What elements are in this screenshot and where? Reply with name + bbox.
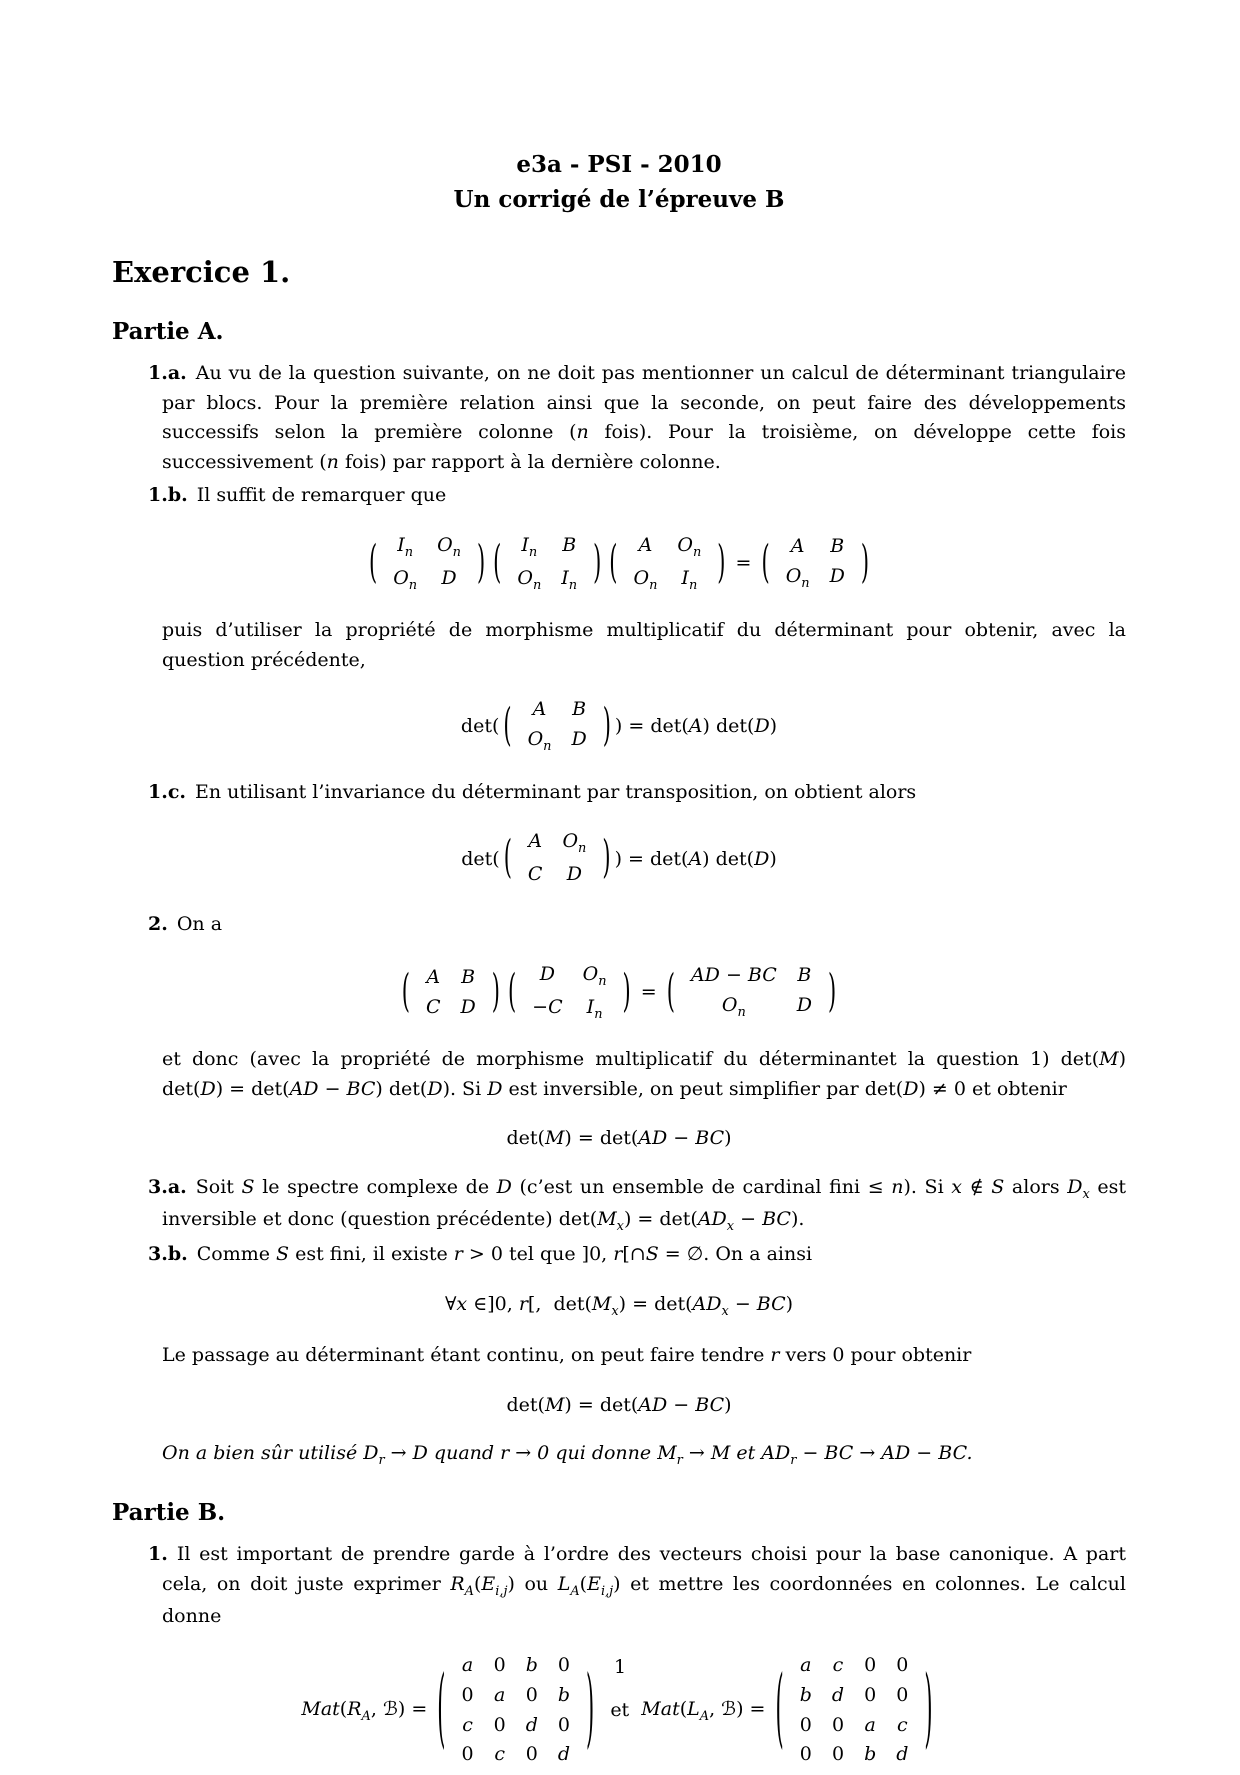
matrix-paren-icon: ) xyxy=(476,536,486,588)
matrix-paren-icon: ( xyxy=(761,536,770,588)
equation-blocks-product xyxy=(112,531,1126,597)
item-3a xyxy=(112,1173,1126,1237)
equation-detM-2 xyxy=(112,1391,1126,1420)
matrix-cell: 0 xyxy=(461,1683,474,1706)
matrix-paren-icon: ( xyxy=(666,965,675,1017)
matrix-cell: 0 xyxy=(493,1654,506,1677)
matrix-cell: D xyxy=(566,863,583,886)
item-1b-label: 1.b. xyxy=(148,484,188,507)
matrix-cell: C xyxy=(425,995,441,1018)
matrix-cell: b xyxy=(864,1743,877,1766)
matrix-cell: 0 xyxy=(799,1743,812,1766)
matrix-paren-icon: ) xyxy=(860,536,870,588)
equation-text: ) = det(A) det(D) xyxy=(614,847,777,870)
matrix-cell: 0 xyxy=(461,1743,474,1766)
matrix-cell: 0 xyxy=(557,1654,570,1677)
matrix-paren-icon: ) xyxy=(491,965,500,1017)
matrix-cell: c xyxy=(832,1654,844,1677)
matrix-paren-icon: ( xyxy=(401,965,410,1017)
matrix-cell: $O_n$ xyxy=(527,728,552,754)
equation-det-upper-triangular xyxy=(112,695,1126,758)
item-3a-label: 3.a. xyxy=(148,1175,187,1198)
matrix-cell: 0 xyxy=(896,1683,909,1706)
document-title xyxy=(112,148,1126,217)
matrix-paren-icon: ) xyxy=(622,965,631,1017)
matrix-cell: $I_n$ xyxy=(681,566,698,593)
matrix-cell: $O_n$ xyxy=(721,993,746,1020)
item-3b-continuation: Le passage au déterminant étant continu, on peut faire tendre r vers 0 pour obtenir xyxy=(162,1344,972,1367)
equation-text: ) = det(A) det(D) xyxy=(614,715,778,738)
matrix xyxy=(666,961,837,1024)
matrix-cell: $O_n$ xyxy=(785,564,810,591)
matrix-grid xyxy=(383,531,471,597)
matrix-cell: D xyxy=(796,993,812,1016)
matrix-grid xyxy=(522,960,616,1026)
item-1b-text: Il suffit de remarquer que xyxy=(196,484,447,507)
matrix-paren-icon: ( xyxy=(503,831,512,883)
matrix-cell: b xyxy=(557,1683,571,1706)
matrix-cell: b xyxy=(799,1683,812,1706)
matrix-paren-icon: ( xyxy=(775,1658,784,1757)
matrix-cell: A xyxy=(790,535,805,558)
item-1a-label: 1.a. xyxy=(148,362,187,385)
matrix-cell: B xyxy=(572,698,587,721)
item-3b-text: Comme S est fini, il existe r > 0 tel que ]0, r[∩S = ∅. On a ainsi xyxy=(196,1243,813,1266)
item-3b-paragraph xyxy=(148,1240,1126,1269)
matrix-cell: 0 xyxy=(799,1713,812,1736)
item-3b-label: 3.b. xyxy=(148,1243,188,1266)
matrix-cell: D xyxy=(829,564,845,587)
matrix-paren-icon: ) xyxy=(586,1658,595,1757)
partie-a-list xyxy=(112,359,1126,1470)
matrix-paren-icon: ( xyxy=(507,965,517,1017)
equation-text: det(M) = det(AD − BC) xyxy=(506,1127,732,1150)
matrix xyxy=(502,695,612,758)
matrix xyxy=(492,531,602,597)
matrix-cell: d xyxy=(896,1743,909,1766)
item-1c-paragraph xyxy=(148,778,1126,807)
matrix-cell: 0 xyxy=(896,1654,909,1677)
matrix-cell: B xyxy=(562,533,577,556)
matrix-grid xyxy=(776,532,855,595)
matrix-paren-icon: ( xyxy=(609,536,618,588)
matrix xyxy=(507,960,632,1026)
matrix-cell: $O_n$ xyxy=(677,533,702,560)
matrix-paren-icon: ) xyxy=(717,536,726,588)
matrix-cell: 0 xyxy=(525,1683,538,1706)
matrix-grid xyxy=(681,961,822,1024)
matrix-cell: c xyxy=(897,1713,908,1736)
matrix-cell: A xyxy=(426,965,441,988)
equation-text: ∀x ∈]0, r[, $\det(M_x) = \det(AD_x - BC)$ xyxy=(444,1292,794,1319)
matrix-cell: c xyxy=(494,1743,505,1766)
matrix-paren-icon: ) xyxy=(924,1658,933,1757)
matrix-grid xyxy=(416,963,486,1023)
matrix-cell: 0 xyxy=(864,1654,877,1677)
equation-text: $Mat(L_A$, ℬ) = xyxy=(641,1698,772,1724)
equation-detM-1 xyxy=(112,1124,1126,1153)
matrix-cell: $O_n$ xyxy=(517,566,542,593)
matrix-cell: 0 xyxy=(493,1713,506,1736)
matrix-cell: B xyxy=(797,964,812,987)
matrix-cell: D xyxy=(460,995,476,1018)
equation-forall xyxy=(112,1290,1126,1321)
matrix-grid xyxy=(624,531,712,597)
item-b1-label: 1. xyxy=(148,1543,168,1566)
matrix-cell: D xyxy=(571,728,587,751)
matrix-paren-icon: ) xyxy=(602,831,611,883)
matrix-cell: 0 xyxy=(831,1743,845,1766)
partie-a-heading: Partie A. xyxy=(112,317,224,345)
matrix-cell: d xyxy=(831,1683,845,1706)
item-3b-italic-note: On a bien sûr utilisé $D_r \to D$ quand r → 0 qui donne $M_r \to M$ et $AD_r$ − BC → AD − BC. xyxy=(162,1442,973,1468)
matrix-cell: a xyxy=(493,1683,506,1706)
matrix-cell: d xyxy=(557,1743,571,1766)
title-line-1: e3a - PSI - 2010 xyxy=(516,151,722,178)
page-number: 1 xyxy=(613,1656,627,1678)
item-b1-paragraph xyxy=(148,1540,1126,1631)
matrix-paren-icon: ( xyxy=(437,1658,446,1757)
matrix-cell: B xyxy=(461,965,476,988)
item-3a-paragraph xyxy=(148,1173,1126,1237)
equation-text: det( xyxy=(461,847,500,870)
item-1a xyxy=(112,359,1126,477)
item-1b xyxy=(112,481,1126,758)
matrix-cell: A xyxy=(532,698,547,721)
matrix-cell: A xyxy=(638,533,653,556)
title-line-2: Un corrigé de l’épreuve B xyxy=(453,185,785,213)
equation-text: et xyxy=(598,1699,642,1722)
item-1b-continuation: puis d’utiliser la propriété de morphisme multiplicatif du déterminant pour obtenir, avec la question précédente, xyxy=(162,619,1126,671)
matrix xyxy=(368,531,486,597)
item-2-continuation: et donc (avec la propriété de morphisme multiplicatif du déterminantet la question 1) det(M) det(D) = det(AD − BC) det(D). Si D est inversible, on peut simplifier par det(D) ≠ 0 et obtenir xyxy=(162,1048,1126,1100)
matrix-cell: 0 xyxy=(831,1713,845,1736)
item-3b xyxy=(112,1240,1126,1470)
matrix-cell: 0 xyxy=(525,1743,538,1766)
item-1c-label: 1.c. xyxy=(148,781,187,804)
item-2-paragraph xyxy=(148,910,1126,939)
equation-text: det(M) = det(AD − BC) xyxy=(506,1393,732,1416)
matrix-paren-icon: ( xyxy=(493,536,502,588)
matrix-grid xyxy=(518,827,596,890)
equation-text: $Mat(R_A$, ℬ) = xyxy=(301,1698,434,1724)
matrix-paren-icon: ) xyxy=(602,699,611,751)
matrix-paren-icon: ) xyxy=(593,536,602,588)
matrix-cell: $I_n$ xyxy=(397,533,414,560)
matrix-cell: 0 xyxy=(557,1713,570,1736)
item-2-text: On a xyxy=(176,913,223,936)
exercice-heading: Exercice 1. xyxy=(112,255,291,289)
matrix-cell: B xyxy=(830,535,845,558)
matrix-paren-icon: ( xyxy=(503,699,512,751)
matrix-cell: $I_n$ xyxy=(521,533,538,560)
matrix-cell: $O_n$ xyxy=(633,566,658,593)
matrix-cell: $O_n$ xyxy=(437,533,461,560)
matrix-cell: c xyxy=(462,1713,473,1736)
matrix-cell: b xyxy=(525,1654,538,1677)
item-1b-paragraph xyxy=(148,481,1126,510)
equation-det-lower-triangular xyxy=(112,827,1126,890)
matrix-cell: a xyxy=(461,1654,474,1677)
matrix-cell: −C xyxy=(532,995,563,1018)
matrix-cell: AD − BC xyxy=(690,964,777,987)
matrix-cell: D xyxy=(441,566,457,589)
matrix-cell: D xyxy=(539,962,556,985)
matrix xyxy=(503,827,612,890)
matrix-cell: $I_n$ xyxy=(561,566,578,593)
matrix-cell: d xyxy=(525,1713,538,1736)
item-3a-text: Soit S le spectre complexe de D (c’est un ensemble de cardinal fini ≤ n). Si x ∉ S alors $D_x$ est inversible et donc (question précédente) $\det(M_x) = \det(AD_x - BC)$. xyxy=(162,1175,1126,1234)
matrix-cell: $I_n$ xyxy=(586,995,603,1022)
matrix-cell: 0 xyxy=(864,1683,877,1706)
equation-text: = xyxy=(729,552,758,575)
item-2 xyxy=(112,910,1126,1153)
equation-text: = xyxy=(634,981,663,1004)
matrix-cell: a xyxy=(864,1713,876,1736)
matrix-cell: $O_n$ xyxy=(393,566,418,593)
matrix-cell: $O_n$ xyxy=(582,962,607,989)
matrix xyxy=(760,532,870,595)
matrix xyxy=(608,531,726,597)
equation-product-2 xyxy=(112,960,1126,1026)
matrix-grid xyxy=(507,531,587,597)
matrix-paren-icon: ( xyxy=(368,536,378,588)
partie-b-heading: Partie B. xyxy=(112,1498,226,1526)
matrix-cell: $O_n$ xyxy=(562,830,587,857)
matrix-grid xyxy=(518,695,597,758)
matrix-paren-icon: ) xyxy=(828,965,837,1017)
matrix-cell: A xyxy=(528,830,543,853)
item-b1-text: Il est important de prendre garde à l’ordre des vecteurs choisi pour la base canonique. A part cela, on doit juste exprimer $R_A(E_{i,j})$ ou $L_A(E_{i,j})$ et mettre les coordonnées en colonnes. Le calcul donne xyxy=(162,1543,1126,1627)
item-1a-paragraph xyxy=(148,359,1126,477)
item-1c xyxy=(112,778,1126,890)
matrix xyxy=(401,963,501,1023)
matrix-cell: C xyxy=(527,863,543,886)
item-1a-text: Au vu de la question suivante, on ne doit pas mentionner un calcul de déterminant triangulaire par blocs. Pour la première relation ainsi que la seconde, on peut faire des développements successifs selon la première colonne (n fois). Pour la troisième, on développe cette fois successivement (n fois) par rapport à la dernière colonne. xyxy=(162,362,1126,473)
matrix-cell: a xyxy=(800,1654,812,1677)
item-2-label: 2. xyxy=(148,913,168,936)
equation-text: det( xyxy=(460,715,500,738)
item-1c-text: En utilisant l’invariance du déterminant par transposition, on obtient alors xyxy=(195,781,917,804)
